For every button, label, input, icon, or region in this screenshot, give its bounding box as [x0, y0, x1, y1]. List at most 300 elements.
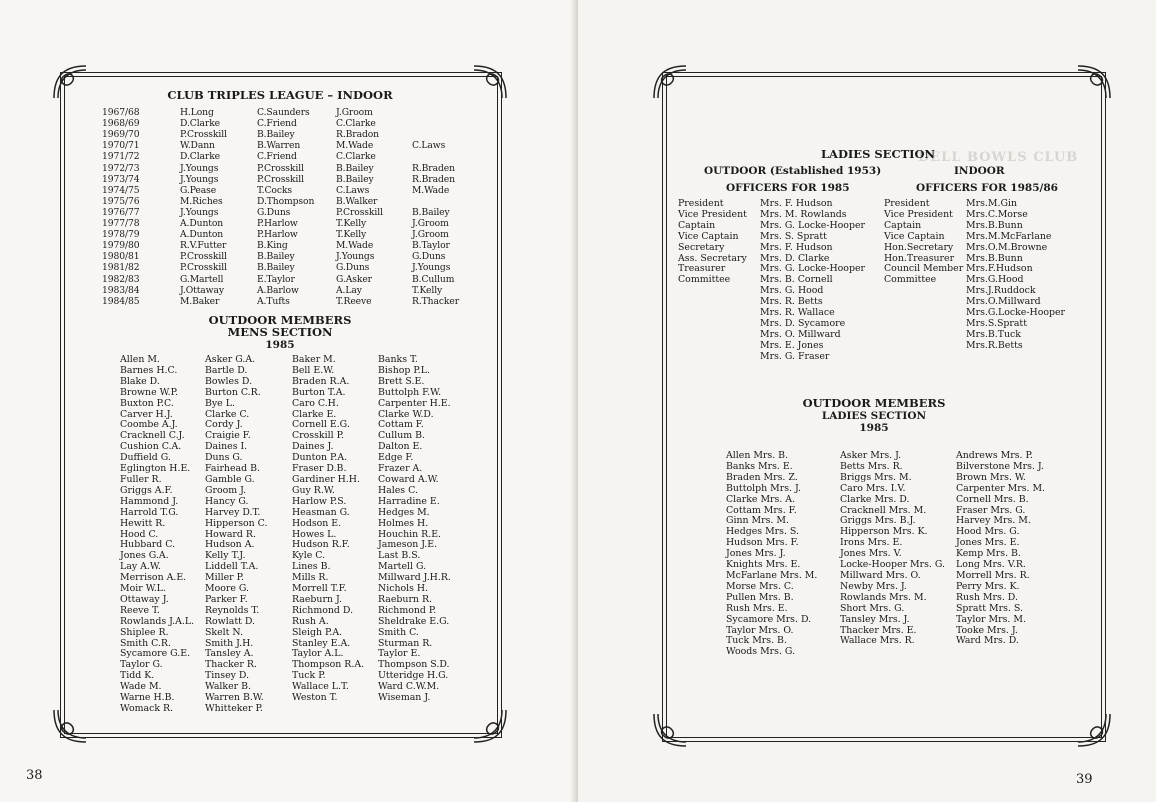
officer-entry: Mrs. S. Spratt: [760, 230, 827, 242]
team-member: C.Friend: [257, 118, 297, 130]
team-member: B.Bailey: [257, 129, 295, 141]
team-member: G.Pease: [180, 184, 217, 196]
member-name: Cottam Mrs. F.: [726, 504, 797, 516]
member-name: Morrell T.F.: [292, 583, 347, 595]
member-name: Jones G.A.: [120, 550, 169, 562]
member-name: Morse Mrs. C.: [726, 580, 794, 592]
member-name: Smith J.H.: [205, 637, 254, 649]
member-name: Spratt Mrs. S.: [956, 602, 1023, 614]
team-member: M.Baker: [180, 295, 220, 307]
member-name: Betts Mrs. R.: [840, 460, 903, 472]
member-name: Bye L.: [205, 397, 235, 409]
team-member: B.Bailey: [336, 173, 374, 185]
team-member: J.Ottaway: [180, 284, 224, 296]
ornament-corner-icon: [650, 710, 690, 750]
member-name: Womack R.: [120, 703, 174, 714]
team-member: P.Crosskill: [257, 173, 304, 185]
member-name: Houchin R.E.: [378, 528, 442, 540]
officer-entry: Vice Captain: [678, 230, 739, 242]
ornament-corner-icon: [50, 706, 90, 746]
member-name: Cracknell Mrs. M.: [840, 504, 927, 516]
member-name: Millward Mrs. O.: [840, 569, 921, 581]
team-member: R.Braden: [412, 173, 455, 185]
member-name: Raeburn R.: [378, 593, 432, 605]
ornament-corner-icon: [470, 62, 510, 102]
member-name: Carver H.J.: [120, 408, 173, 420]
member-name: Howes L.: [292, 528, 337, 540]
officer-entry: Mrs.J.Ruddock: [966, 285, 1036, 297]
member-name: Hipperson Mrs. K.: [840, 526, 928, 538]
team-member: M.Wade: [336, 240, 374, 252]
team-member: B.Cullum: [412, 273, 455, 285]
member-name: Brett S.E.: [378, 375, 425, 387]
team-member: B.Walker: [336, 195, 378, 207]
member-name: Hipperson C.: [205, 517, 268, 529]
team-member: B.Bailey: [412, 206, 450, 218]
member-name: Bowles D.: [205, 375, 253, 387]
team-member: M.Riches: [180, 195, 223, 207]
indoor-roles: [884, 199, 963, 286]
member-name: Banks Mrs. E.: [726, 460, 793, 472]
member-name: Crosskill P.: [292, 430, 344, 442]
member-name: Utteridge H.G.: [378, 670, 449, 682]
season-label: 1967/68: [102, 107, 140, 118]
officer-entry: Ass. Secretary: [678, 252, 747, 264]
member-name: Allen M.: [120, 354, 160, 365]
officer-entry: Mrs.B.Tuck: [966, 328, 1021, 340]
team-member: J.Youngs: [180, 162, 219, 174]
member-name: Brown Mrs. W.: [956, 471, 1026, 483]
member-name: Tooke Mrs. J.: [956, 624, 1018, 636]
member-name: Shiplee R.: [120, 626, 169, 638]
member-name: Gamble G.: [205, 473, 255, 485]
team-member: G.Duns: [257, 206, 291, 218]
member-name: Weston T.: [292, 692, 338, 704]
member-name: Moir W.L.: [120, 583, 166, 595]
officer-entry: Mrs.R.Betts: [966, 339, 1023, 351]
team-member: M.Wade: [336, 140, 374, 152]
member-name: Moore G.: [205, 583, 250, 595]
member-name: Short Mrs. G.: [840, 602, 905, 614]
member-name: Bell E.W.: [292, 364, 335, 376]
officer-entry: Mrs.S.Spratt: [966, 317, 1027, 329]
team-member: P.Crosskill: [180, 129, 227, 141]
ornament-corner-icon: [1074, 62, 1114, 102]
member-name: Harrold T.G.: [120, 506, 179, 518]
officer-entry: Mrs.B.Bunn: [966, 219, 1023, 231]
officer-entry: Mrs. M. Rowlands: [760, 208, 847, 220]
officer-entry: Hon.Treasurer: [884, 252, 955, 264]
team-member: J.Groom: [412, 218, 449, 229]
member-name: Kemp Mrs. B.: [956, 548, 1021, 560]
member-name: Harradine E.: [378, 495, 440, 507]
officer-entry: Mrs.M.Gin: [966, 198, 1017, 209]
season-label: 1983/84: [102, 284, 140, 296]
member-name: Richmond P.: [378, 604, 437, 616]
team-member: P.Harlow: [257, 218, 298, 229]
officer-entry: Mrs. F. Hudson: [760, 198, 833, 209]
season-label: 1976/77: [102, 206, 140, 218]
member-name: Warne H.B.: [120, 692, 175, 704]
member-name: Howard R.: [205, 528, 256, 540]
team-member: T.Cocks: [257, 184, 292, 196]
team-member: J.Groom: [336, 107, 373, 118]
member-name: Sycamore Mrs. D.: [726, 613, 812, 625]
member-name: Kelly T.J.: [205, 550, 246, 562]
team-member: R.Thacker: [412, 295, 460, 307]
member-name: Wallace L.T.: [292, 681, 349, 693]
season-label: 1980/81: [102, 251, 140, 263]
member-name: Clarke W.D.: [378, 408, 434, 420]
member-name: Andrews Mrs. P.: [956, 450, 1033, 461]
outdoor-members-title: OUTDOOR MEMBERS: [802, 396, 946, 410]
member-name: Banks T.: [378, 354, 418, 365]
officer-entry: Mrs. G. Hood: [760, 285, 824, 297]
member-name: Eglington H.E.: [120, 463, 191, 475]
member-name: Tidd K.: [120, 670, 155, 682]
member-name: Cordy J.: [205, 419, 243, 431]
officer-entry: Mrs. G. Fraser: [760, 350, 830, 362]
member-column: [120, 355, 194, 715]
member-name: Locke-Hooper Mrs. G.: [840, 559, 945, 571]
member-name: Asker Mrs. J.: [840, 450, 902, 461]
team-member: J.Youngs: [180, 173, 219, 185]
member-name: Cullum B.: [378, 430, 425, 442]
ornament-corner-icon: [470, 706, 510, 746]
officer-entry: Mrs. F. Hudson: [760, 241, 833, 253]
ladies-section-title: LADIES SECTION: [820, 147, 936, 161]
member-name: Skelt N.: [205, 626, 243, 638]
team-member: D.Clarke: [180, 151, 221, 163]
member-name: Lay A.W.: [120, 561, 161, 573]
team-member: D.Thompson: [257, 195, 315, 207]
member-column: [205, 355, 268, 715]
officers-indoor-heading: OFFICERS FOR 1985/86: [916, 182, 1058, 194]
member-name: Harlow P.S.: [292, 495, 347, 507]
member-name: Kyle C.: [292, 550, 326, 562]
page-number: 38: [26, 768, 43, 783]
team-member: J.Youngs: [180, 206, 219, 218]
member-name: Hudson A.: [205, 539, 255, 551]
officers-outdoor-heading: OFFICERS FOR 1985: [726, 182, 850, 194]
team-member: C.Laws: [412, 140, 446, 152]
member-name: Buttolph F.W.: [378, 386, 442, 398]
team-member: P.Crosskill: [257, 162, 304, 174]
member-name: Miller P.: [205, 572, 244, 584]
member-name: Jones Mrs. V.: [840, 548, 902, 560]
member-name: McFarlane Mrs. M.: [726, 569, 818, 581]
officer-entry: Vice President: [884, 208, 953, 220]
team-member: T.Kelly: [336, 229, 367, 241]
member-name: Griggs A.F.: [120, 484, 173, 496]
ornament-corner-icon: [1074, 710, 1114, 750]
officer-entry: Vice Captain: [884, 230, 945, 242]
outdoor-heading: OUTDOOR (Established 1953): [704, 165, 882, 177]
season-label: 1973/74: [102, 173, 140, 185]
member-name: Wade M.: [120, 681, 162, 693]
member-name: Thompson R.A.: [292, 659, 365, 671]
season-label: 1975/76: [102, 195, 140, 207]
member-name: Tansley Mrs. J.: [840, 613, 910, 625]
member-name: Tuck P.: [292, 670, 326, 682]
member-name: Hedges M.: [378, 506, 430, 518]
team-member: C.Clarke: [336, 118, 376, 130]
member-name: Walker B.: [205, 681, 251, 693]
member-name: Woods Mrs. G.: [726, 646, 796, 658]
member-name: Rowlands Mrs. M.: [840, 591, 927, 603]
member-name: Perry Mrs. K.: [956, 580, 1020, 592]
member-name: Briggs Mrs. M.: [840, 471, 912, 483]
member-name: Nichols H.: [378, 583, 429, 595]
team-member: B.Bailey: [257, 262, 295, 274]
officer-entry: Mrs.G.Hood: [966, 274, 1024, 286]
member-name: Dalton E.: [378, 441, 423, 453]
member-name: Ward C.W.M.: [378, 681, 440, 693]
team-member: T.Kelly: [412, 284, 443, 296]
member-name: Jameson J.E.: [378, 539, 438, 551]
outdoor-members-title: OUTDOOR MEMBERS: [208, 313, 352, 327]
officer-entry: Committee: [678, 274, 731, 286]
team-member: P.Crosskill: [180, 262, 227, 274]
team-member: C.Clarke: [336, 151, 376, 163]
team-member: A.Dunton: [180, 229, 224, 241]
team-member: P.Harlow: [257, 229, 298, 241]
member-name: Caro Mrs. I.V.: [840, 482, 906, 494]
officer-entry: Secretary: [678, 241, 725, 253]
member-name: Smith C.R.: [120, 637, 171, 649]
member-name: Warren B.W.: [205, 692, 264, 704]
member-name: Hudson Mrs. F.: [726, 537, 799, 549]
officer-entry: Mrs.M.McFarlane: [966, 230, 1052, 242]
officer-entry: Hon.Secretary: [884, 241, 954, 253]
member-name: Bilverstone Mrs. J.: [956, 460, 1044, 472]
member-name: Edge F.: [378, 452, 414, 464]
member-name: Reeve T.: [120, 604, 160, 616]
officer-entry: Vice President: [678, 208, 747, 220]
officer-entry: Mrs. D. Sycamore: [760, 317, 846, 329]
member-name: Reynolds T.: [205, 604, 260, 616]
member-name: Wallace Mrs. R.: [840, 635, 915, 647]
member-name: Jones Mrs. E.: [956, 537, 1020, 549]
member-name: Rowlands J.A.L.: [120, 615, 195, 627]
member-name: Raeburn J.: [292, 593, 342, 605]
team-member: G.Martell: [180, 273, 224, 285]
officer-entry: Committee: [884, 274, 937, 286]
team-member: A.Tufts: [257, 295, 290, 307]
member-name: Harvey D.T.: [205, 506, 261, 518]
member-name: Last B.S.: [378, 550, 421, 562]
officer-entry: Mrs.F.Hudson: [966, 263, 1033, 275]
member-name: Irons Mrs. E.: [840, 537, 903, 549]
member-name: Rush Mrs. E.: [726, 602, 788, 614]
member-name: Rush A.: [292, 615, 329, 627]
member-name: Mills R.: [292, 572, 329, 584]
member-name: Stanley E.A.: [292, 637, 351, 649]
member-name: Merrison A.E.: [120, 572, 187, 584]
team-member: R.Bradon: [336, 129, 379, 141]
team-member: A.Barlow: [257, 284, 299, 296]
member-name: Sturman R.: [378, 637, 433, 649]
ornament-corner-icon: [650, 62, 690, 102]
officer-entry: Mrs. B. Cornell: [760, 274, 833, 286]
member-name: Hancy G.: [205, 495, 249, 507]
team-member: B.King: [257, 240, 288, 252]
member-name: Browne W.P.: [120, 386, 178, 398]
member-name: Buttolph Mrs. J.: [726, 482, 801, 494]
ornament-corner-icon: [50, 62, 90, 102]
team-member: G.Duns: [412, 251, 446, 263]
member-name: Hudson R.F.: [292, 539, 350, 551]
member-name: Long Mrs. V.R.: [956, 559, 1026, 571]
team-member: J.Youngs: [336, 251, 375, 263]
outdoor-officers: [760, 199, 865, 363]
member-name: Hewitt R.: [120, 517, 166, 529]
right-page: [578, 0, 1156, 802]
season-label: 1970/71: [102, 140, 140, 152]
officer-entry: President: [884, 198, 930, 209]
season-label: 1968/69: [102, 118, 140, 130]
year-label: 1985: [265, 339, 295, 351]
member-name: Hood C.: [120, 528, 159, 540]
team-member: C.Saunders: [257, 107, 310, 118]
team-member: B.Taylor: [412, 240, 450, 252]
member-name: Blake D.: [120, 375, 160, 387]
season-label: 1978/79: [102, 229, 140, 241]
member-name: Jones Mrs. J.: [726, 548, 786, 560]
season-label: 1982/83: [102, 273, 140, 285]
team-member: G.Duns: [336, 262, 370, 274]
member-name: Cushion C.A.: [120, 441, 182, 453]
member-name: Clarke Mrs. D.: [840, 493, 910, 505]
member-name: Heasman G.: [292, 506, 350, 518]
member-name: Bartle D.: [205, 364, 248, 376]
member-name: Cracknell C.J.: [120, 430, 185, 442]
season-label: 1974/75: [102, 184, 140, 196]
member-name: Rowlatt D.: [205, 615, 255, 627]
member-name: Taylor Mrs. O.: [726, 624, 794, 636]
member-name: Fraser Mrs. G.: [956, 504, 1026, 516]
team-member: A.Dunton: [180, 218, 224, 229]
member-name: Coombe A.J.: [120, 419, 178, 431]
member-name: Allen Mrs. B.: [726, 450, 789, 461]
member-name: Hammond J.: [120, 495, 179, 507]
member-name: Bishop P.L.: [378, 364, 430, 376]
member-name: Tinsey D.: [205, 670, 250, 682]
member-name: Liddell T.A.: [205, 561, 259, 573]
page-number: 39: [1076, 772, 1093, 787]
member-name: Sycamore G.E.: [120, 648, 191, 660]
member-name: Thacker R.: [205, 659, 257, 671]
team-member: J.Groom: [412, 229, 449, 241]
season-label: 1971/72: [102, 151, 140, 163]
member-name: Holmes H.: [378, 517, 429, 529]
member-name: Dunton P.A.: [292, 452, 348, 464]
member-name: Cottam F.: [378, 419, 424, 431]
officer-entry: Captain: [884, 219, 922, 231]
ladies-members-title: LADIES SECTION: [821, 410, 927, 422]
member-name: Carpenter H.E.: [378, 397, 451, 409]
member-column: [726, 451, 817, 658]
member-column: [292, 355, 364, 704]
triples-title: CLUB TRIPLES LEAGUE – INDOOR: [167, 88, 393, 102]
team-member: G.Asker: [336, 273, 372, 285]
member-name: Pullen Mrs. B.: [726, 591, 794, 603]
team-member: A.Lay: [336, 284, 362, 296]
member-name: Martell G.: [378, 561, 427, 573]
member-name: Clarke Mrs. A.: [726, 493, 796, 505]
member-name: Braden Mrs. Z.: [726, 471, 798, 483]
team-member: H.Long: [180, 107, 214, 118]
member-name: Frazer A.: [378, 463, 423, 475]
member-name: Ginn Mrs. M.: [726, 515, 789, 527]
team-member: D.Clarke: [180, 118, 221, 130]
member-name: Thacker Mrs. E.: [840, 624, 917, 636]
officer-entry: Mrs. E. Jones: [760, 339, 824, 351]
member-name: Hood Mrs. G.: [956, 526, 1020, 538]
season-label: 1984/85: [102, 295, 140, 307]
member-column: [956, 451, 1045, 647]
member-name: Taylor E.: [378, 648, 421, 660]
member-name: Gardiner H.H.: [292, 473, 360, 485]
indoor-heading: INDOOR: [954, 165, 1005, 177]
member-name: Fairhead B.: [205, 463, 260, 475]
member-name: Taylor A.L.: [292, 648, 344, 660]
member-name: Fraser D.B.: [292, 463, 347, 475]
team-member: T.Reeve: [336, 295, 372, 307]
member-name: Harvey Mrs. M.: [956, 515, 1031, 527]
member-name: Cornell E.G.: [292, 419, 350, 431]
member-name: Ward Mrs. D.: [956, 635, 1019, 647]
member-name: Burton T.A.: [292, 386, 346, 398]
indoor-officers: [966, 199, 1065, 352]
officer-entry: Mrs. D. Clarke: [760, 252, 830, 264]
member-name: Clarke C.: [205, 408, 250, 420]
mens-section-title: MENS SECTION: [227, 325, 333, 339]
team-member: P.Crosskill: [336, 206, 383, 218]
officer-entry: Mrs.G.Locke-Hooper: [966, 307, 1066, 319]
member-name: Baker M.: [292, 354, 336, 365]
member-name: Hodson E.: [292, 517, 342, 529]
member-name: Hales C.: [378, 484, 418, 496]
officer-entry: Treasurer: [678, 263, 726, 275]
member-name: Coward A.W.: [378, 473, 439, 485]
member-name: Buxton P.C.: [120, 397, 174, 409]
officer-entry: Council Member: [884, 263, 964, 275]
member-name: Richmond D.: [292, 604, 354, 616]
team-member: R.Braden: [412, 162, 455, 174]
member-name: Clarke E.: [292, 408, 337, 420]
officer-entry: Mrs. O. Millward: [760, 328, 841, 340]
member-name: Burton C.R.: [205, 386, 261, 398]
member-name: Caro C.H.: [292, 397, 339, 409]
team-member: T.Kelly: [336, 218, 367, 229]
season-label: 1981/82: [102, 262, 140, 274]
officer-entry: Captain: [678, 219, 716, 231]
member-name: Taylor Mrs. M.: [956, 613, 1026, 625]
officer-entry: President: [678, 198, 724, 209]
member-name: Groom J.: [205, 484, 247, 496]
member-name: Barnes H.C.: [120, 364, 178, 376]
team-member: M.Wade: [412, 184, 450, 196]
member-name: Taylor G.: [120, 659, 163, 671]
member-name: Wiseman J.: [378, 692, 431, 704]
season-label: 1972/73: [102, 162, 140, 174]
member-name: Ottaway J.: [120, 593, 169, 605]
member-name: Lines B.: [292, 561, 331, 573]
watermark-text: DELL BOWLS CLUB: [918, 150, 1079, 165]
member-name: Thompson S.D.: [378, 659, 450, 671]
member-name: Sleigh P.A.: [292, 626, 343, 638]
